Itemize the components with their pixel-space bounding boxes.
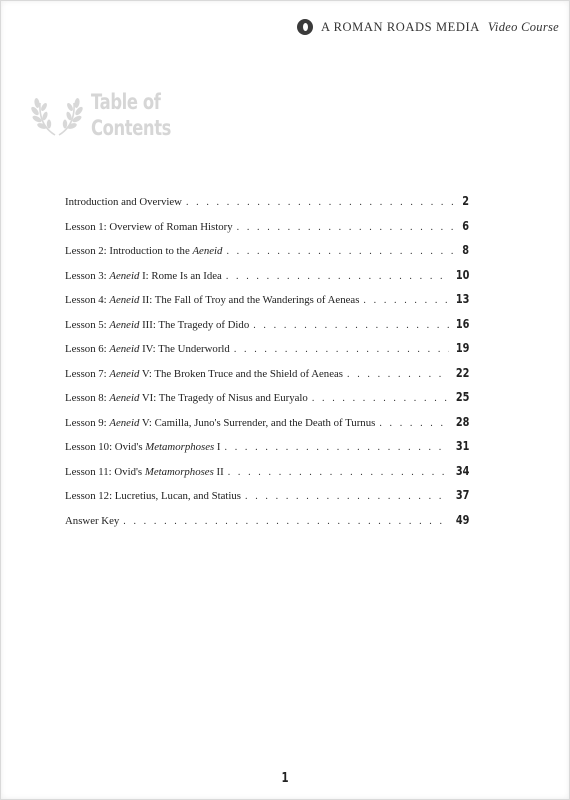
toc-page-number: 28 — [455, 413, 469, 429]
brand-suffix: Video Course — [487, 19, 559, 34]
toc-title-text: Lesson 4: — [65, 294, 110, 306]
toc-entry[interactable] — [65, 512, 469, 537]
toc-title-work: Metamorphoses — [144, 465, 214, 478]
toc-entry[interactable] — [65, 291, 469, 316]
toc-entry-title — [65, 294, 359, 306]
roman-roads-logo-icon — [297, 19, 313, 35]
toc-title-text: Answer Key — [65, 514, 120, 527]
toc-title-text: Introduction and Overview — [65, 196, 182, 208]
toc-page-number: 19 — [455, 340, 469, 355]
toc-title-suffix: VI: The Tragedy of Nisus and Euryalo — [139, 392, 308, 404]
toc-entry[interactable] — [65, 365, 469, 390]
toc-entry[interactable] — [65, 463, 469, 488]
toc-title-suffix: V: Camilla, Juno's Surrender, and the Death of Turnus — [139, 416, 376, 429]
toc-title-work: Aeneid — [192, 245, 223, 257]
toc-entry-title — [65, 368, 343, 380]
title-line-2: Contents — [91, 116, 171, 140]
toc-dot-leader — [347, 369, 449, 380]
toc-title-suffix: III: The Tragedy of Dido — [139, 318, 250, 331]
toc-page-number: 2 — [462, 193, 469, 208]
toc-entry-title — [65, 245, 222, 257]
toc-title-suffix: I — [214, 441, 221, 453]
toc-title-work: Aeneid — [109, 392, 140, 404]
toc-title-text: Lesson 7: — [65, 367, 110, 380]
toc-dot-leader — [245, 491, 449, 502]
toc-title-text: Lesson 1: Overview of Roman History — [65, 220, 233, 233]
toc-dot-leader — [228, 467, 449, 478]
toc-page-number: 10 — [455, 266, 469, 282]
toc-entry[interactable] — [65, 438, 469, 463]
toc-entry-title — [65, 515, 119, 527]
brand-name: A ROMAN ROADS MEDIA — [320, 19, 480, 34]
toc-entry-title — [65, 490, 241, 502]
toc-entry[interactable] — [65, 218, 469, 243]
toc-entry[interactable] — [65, 242, 469, 267]
toc-dot-leader — [225, 442, 449, 453]
toc-dot-leader — [237, 222, 454, 233]
toc-entry[interactable] — [65, 267, 469, 292]
toc-page-number: 6 — [462, 217, 469, 233]
toc-title-work: Aeneid — [109, 343, 140, 355]
toc-title-work: Aeneid — [109, 416, 140, 429]
toc-entry[interactable] — [65, 487, 469, 512]
toc-entry-title — [65, 466, 224, 478]
toc-page-number: 13 — [455, 291, 469, 306]
toc-page-number: 34 — [455, 462, 469, 478]
toc-title-text: Lesson 5: — [65, 318, 110, 331]
page-title — [91, 89, 171, 141]
toc-dot-leader — [363, 295, 448, 306]
toc-entry-title — [65, 392, 308, 404]
toc-title-suffix: II: The Fall of Troy and the Wanderings of Aeneas — [139, 294, 360, 306]
toc-page-number: 49 — [455, 511, 469, 527]
laurel-wreath-icon — [31, 89, 86, 139]
toc-title-text: Lesson 6: — [65, 343, 110, 355]
toc-dot-leader — [234, 344, 449, 355]
page-header — [297, 19, 559, 35]
toc-entry-title — [65, 417, 375, 429]
title-line-1: Table of — [91, 90, 161, 114]
toc-title-work: Aeneid — [109, 367, 140, 380]
table-of-contents — [65, 193, 469, 536]
toc-title-suffix: IV: The Underworld — [139, 343, 230, 355]
toc-dot-leader — [186, 197, 454, 208]
toc-entry[interactable] — [65, 414, 469, 439]
toc-title-text: Lesson 8: — [65, 392, 110, 404]
toc-title-suffix: I: Rome Is an Idea — [139, 269, 222, 282]
toc-entry-title — [65, 441, 221, 453]
toc-title-text: Lesson 3: — [65, 269, 110, 282]
toc-title-work: Aeneid — [109, 294, 140, 306]
toc-title-text: Lesson 12: Lucretius, Lucan, and Statius — [65, 490, 242, 502]
toc-page-number: 22 — [455, 364, 469, 380]
toc-entry-title — [65, 196, 182, 208]
toc-page-number: 25 — [455, 389, 469, 404]
toc-title-text: Lesson 10: Ovid's — [65, 441, 146, 453]
toc-title-text: Lesson 2: Introduction to the — [65, 245, 193, 257]
toc-entry-title — [65, 343, 230, 355]
toc-title-suffix: II — [213, 465, 224, 478]
toc-dot-leader — [253, 320, 448, 331]
toc-page-number: 31 — [455, 438, 469, 453]
toc-title-suffix: V: The Broken Truce and the Shield of Aeneas — [139, 367, 343, 380]
toc-title-text: Lesson 11: Ovid's — [65, 465, 145, 478]
page-number: 1 — [281, 771, 289, 786]
toc-page-number: 16 — [455, 315, 469, 331]
title-block — [31, 89, 171, 145]
toc-title-work: Aeneid — [109, 269, 140, 282]
toc-dot-leader — [379, 418, 448, 429]
toc-entry-title — [65, 221, 233, 233]
toc-entry[interactable] — [65, 340, 469, 365]
toc-title-text: Lesson 9: — [65, 416, 110, 429]
toc-entry[interactable] — [65, 316, 469, 341]
toc-page-number: 37 — [455, 487, 469, 502]
toc-entry[interactable] — [65, 193, 469, 218]
toc-dot-leader — [312, 393, 449, 404]
toc-page-number: 8 — [462, 242, 469, 257]
toc-dot-leader — [123, 516, 448, 527]
toc-entry-title — [65, 270, 222, 282]
toc-entry-title — [65, 319, 249, 331]
toc-entry[interactable] — [65, 389, 469, 414]
toc-title-work: Metamorphoses — [145, 441, 215, 453]
toc-title-work: Aeneid — [109, 318, 140, 331]
toc-dot-leader — [226, 246, 454, 257]
toc-dot-leader — [226, 271, 449, 282]
